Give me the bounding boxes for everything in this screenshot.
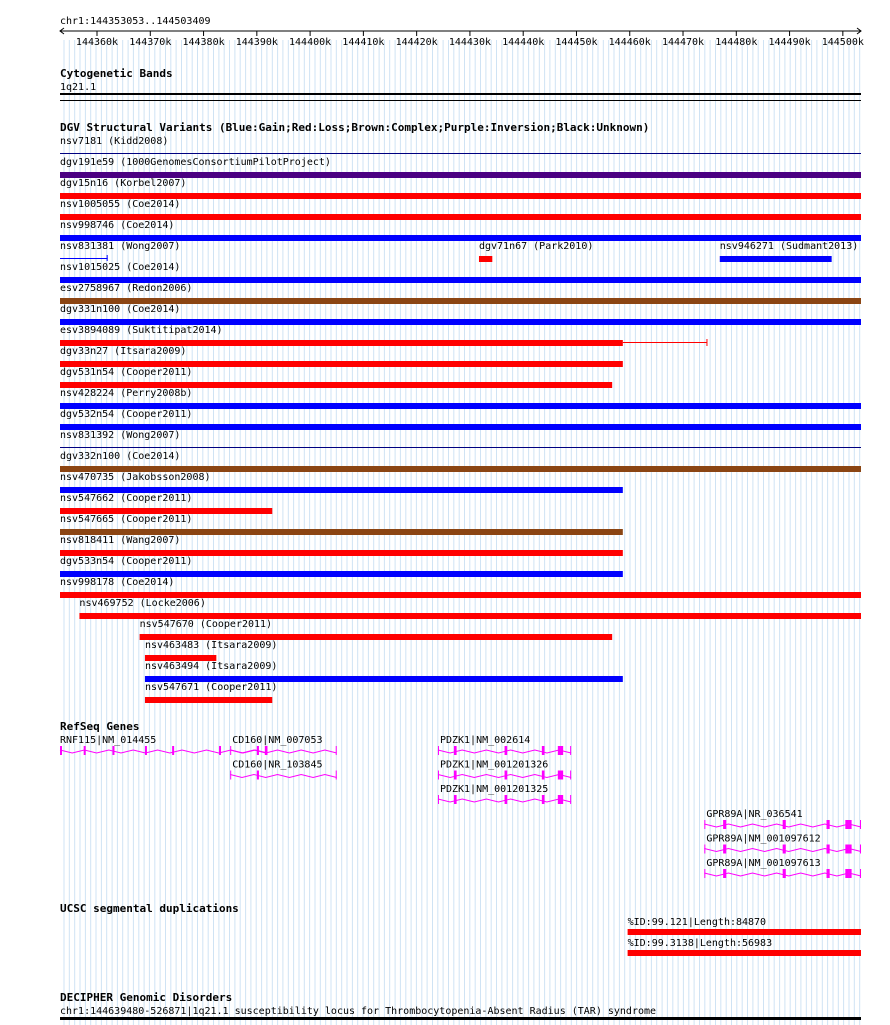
refseq-gene-start — [438, 771, 439, 780]
dgv-feature-bar — [60, 214, 861, 220]
dgv-feature-label: nsv470735 (Jakobsson2008) — [60, 472, 211, 483]
decipher-feature-bar — [60, 1017, 861, 1020]
refseq-gene-start — [230, 771, 231, 780]
refseq-gene-label: GPR89A|NM_001097613 — [706, 858, 821, 869]
refseq-gene-end — [570, 746, 571, 755]
refseq-gene-start — [438, 746, 439, 755]
refseq-intron-line — [704, 849, 861, 852]
cyto-track-title: Cytogenetic Bands — [60, 67, 173, 80]
refseq-gene-end — [336, 771, 337, 780]
dgv-feature-label: nsv547662 (Cooper2011) — [60, 493, 193, 504]
refseq-exon — [783, 869, 786, 878]
ruler-tick-label: 144410k — [342, 37, 385, 48]
refseq-gene-label: PDZK1|NM_002614 — [439, 735, 531, 746]
refseq-intron-line — [704, 824, 861, 827]
cyto-band-label: 1q21.1 — [60, 82, 97, 93]
refseq-exon — [84, 746, 86, 755]
refseq-exon — [723, 869, 726, 878]
segdup-feature-label: %ID:99.121|Length:84870 — [627, 917, 767, 928]
dgv-feature-label: dgv71n67 (Park2010) — [478, 241, 594, 252]
refseq-gene-label: PDZK1|NM_001201325 — [439, 784, 549, 795]
refseq-gene-label: CD160|NM_007053 — [232, 735, 323, 746]
refseq-intron-line — [438, 750, 571, 753]
decipher-track-title: DECIPHER Genomic Disorders — [60, 991, 233, 1004]
refseq-exon — [454, 746, 457, 755]
dgv-feature-label: nsv463483 (Itsara2009) — [144, 640, 278, 651]
refseq-exon — [505, 771, 508, 780]
dgv-feature-bar — [479, 256, 492, 262]
decipher-feature-label: chr1:144639480-526871|1q21.1 susceptibility locus for Thrombocytopenia-Absent Radius (TAR) syndrome — [60, 1006, 657, 1017]
dgv-feature-line — [60, 447, 861, 448]
dgv-feature-label: nsv1005055 (Coe2014) — [60, 199, 181, 210]
dgv-feature-label: dgv191e59 (1000GenomesConsortiumPilotProject) — [60, 157, 331, 168]
ruler-tick-label: 144440k — [502, 37, 545, 48]
dgv-feature-label: nsv547670 (Cooper2011) — [139, 619, 273, 630]
refseq-exon — [845, 820, 851, 829]
refseq-gene-end — [860, 869, 861, 878]
ruler-tick-label: 144490k — [768, 37, 811, 48]
dgv-feature-label: nsv946271 (Sudmant2013) — [719, 241, 859, 252]
refseq-exon — [558, 771, 563, 780]
ruler-tick-label: 144420k — [395, 37, 438, 48]
segdup-feature-label: %ID:99.3138|Length:56983 — [627, 938, 773, 949]
ruler-tick-label: 144460k — [608, 37, 651, 48]
refseq-gene-start — [230, 746, 231, 755]
cyto-band — [60, 93, 861, 95]
dgv-feature-end — [107, 255, 108, 261]
refseq-exon — [505, 746, 508, 755]
refseq-exon — [257, 746, 259, 755]
refseq-exon — [60, 746, 62, 755]
ruler-tick-label: 144370k — [129, 37, 172, 48]
refseq-gene-end — [860, 845, 861, 854]
refseq-gene-start — [438, 795, 439, 804]
refseq-gene-end — [570, 771, 571, 780]
dgv-feature-label: nsv998178 (Coe2014) — [60, 577, 175, 588]
refseq-gene-label: GPR89A|NR_036541 — [706, 809, 803, 820]
refseq-exon — [265, 746, 268, 755]
refseq-exon — [542, 746, 545, 755]
dgv-feature-label: dgv332n100 (Coe2014) — [60, 451, 181, 462]
ruler-tick-label: 144390k — [235, 37, 278, 48]
dgv-feature-label: nsv818411 (Wang2007) — [60, 535, 181, 546]
refseq-exon — [827, 869, 830, 878]
refseq-exon — [723, 820, 726, 829]
refseq-gene-end — [860, 820, 861, 829]
dgv-feature-label: nsv547671 (Cooper2011) — [144, 682, 278, 693]
dgv-feature-label: nsv1015025 (Coe2014) — [60, 262, 181, 273]
refseq-exon — [783, 820, 786, 829]
dgv-feature-label: nsv7181 (Kidd2008) — [60, 136, 169, 147]
dgv-feature-bar — [720, 256, 832, 262]
refseq-gene-label: CD160|NR_103845 — [232, 759, 323, 771]
refseq-exon — [558, 746, 563, 755]
refseq-exon — [172, 746, 174, 755]
dgv-feature-label: nsv831381 (Wong2007) — [60, 241, 181, 252]
refseq-exon — [219, 746, 221, 755]
dgv-feature-label: nsv469752 (Locke2006) — [79, 598, 206, 609]
refseq-gene-end — [570, 795, 571, 804]
cyto-separator — [60, 100, 861, 101]
dgv-track-title: DGV Structural Variants (Blue:Gain;Red:Loss;Brown:Complex;Purple:Inversion;Black:Unknown) — [60, 121, 650, 134]
refseq-exon — [454, 771, 457, 780]
ruler-tick-label: 144500k — [821, 37, 864, 48]
refseq-gene-end — [336, 746, 337, 755]
dgv-feature-extension-end — [706, 339, 707, 346]
refseq-gene-label: GPR89A|NM_001097612 — [706, 833, 821, 845]
refseq-gene-label: PDZK1|NM_001201326 — [439, 759, 549, 771]
refseq-intron-line — [438, 799, 571, 802]
ruler-tick-label: 144400k — [289, 37, 332, 48]
refseq-exon — [112, 746, 114, 755]
refseq-gene-start — [704, 869, 705, 878]
ruler-tick-label: 144360k — [75, 37, 119, 48]
dgv-feature-line — [60, 153, 861, 154]
ruler-tick-label: 144430k — [448, 37, 492, 48]
refseq-exon — [542, 771, 545, 780]
dgv-feature-extension — [623, 342, 707, 343]
dgv-feature-label: nsv428224 (Perry2008b) — [60, 388, 193, 399]
refseq-exon — [558, 795, 563, 804]
refseq-gene-label: RNF115|NM_014455 — [60, 735, 157, 746]
refseq-exon — [257, 771, 259, 780]
dgv-feature-label: nsv831392 (Wong2007) — [60, 430, 181, 441]
ruler-tick-label: 144470k — [661, 37, 705, 48]
segdup-track-title: UCSC segmental duplications — [60, 902, 239, 915]
ruler-tick-label: 144450k — [555, 37, 598, 48]
refseq-exon — [454, 795, 457, 804]
dgv-feature-label: dgv533n54 (Cooper2011) — [60, 556, 193, 567]
refseq-exon — [145, 746, 147, 755]
refseq-intron-line — [704, 873, 861, 876]
refseq-gene-start — [704, 845, 705, 854]
refseq-exon — [845, 845, 851, 854]
dgv-feature-label: dgv15n16 (Korbel2007) — [60, 178, 187, 189]
dgv-feature-label: dgv532n54 (Cooper2011) — [60, 409, 193, 420]
refseq-exon — [505, 795, 508, 804]
dgv-feature-label: dgv331n100 (Coe2014) — [60, 304, 181, 315]
refseq-exon — [542, 795, 545, 804]
dgv-feature-label: dgv531n54 (Cooper2011) — [60, 367, 193, 378]
dgv-feature-label: nsv998746 (Coe2014) — [60, 220, 175, 231]
refseq-exon — [827, 820, 830, 829]
dgv-feature-bar — [145, 697, 272, 703]
ruler-tick-label: 144480k — [715, 37, 758, 48]
dgv-feature-label: esv3894089 (Suktitipat2014) — [60, 325, 223, 336]
refseq-intron-line — [438, 775, 571, 778]
dgv-feature-label: esv2758967 (Redon2006) — [60, 283, 193, 294]
refseq-exon — [827, 845, 830, 854]
refseq-exon — [783, 845, 786, 854]
dgv-feature-label: nsv547665 (Cooper2011) — [60, 514, 193, 525]
segdup-feature-bar — [628, 929, 861, 935]
ruler-tick-label: 144380k — [182, 37, 225, 48]
dgv-feature-label: dgv33n27 (Itsara2009) — [60, 346, 187, 357]
dgv-feature-label: nsv463494 (Itsara2009) — [144, 661, 278, 672]
refseq-gene-start — [704, 820, 705, 829]
dgv-feature-line — [60, 258, 108, 259]
segdup-feature-bar — [628, 950, 861, 956]
refseq-track-title: RefSeq Genes — [60, 720, 140, 733]
refseq-exon — [723, 845, 726, 854]
refseq-exon — [845, 869, 851, 878]
region-label: chr1:144353053..144503409 — [60, 16, 211, 27]
